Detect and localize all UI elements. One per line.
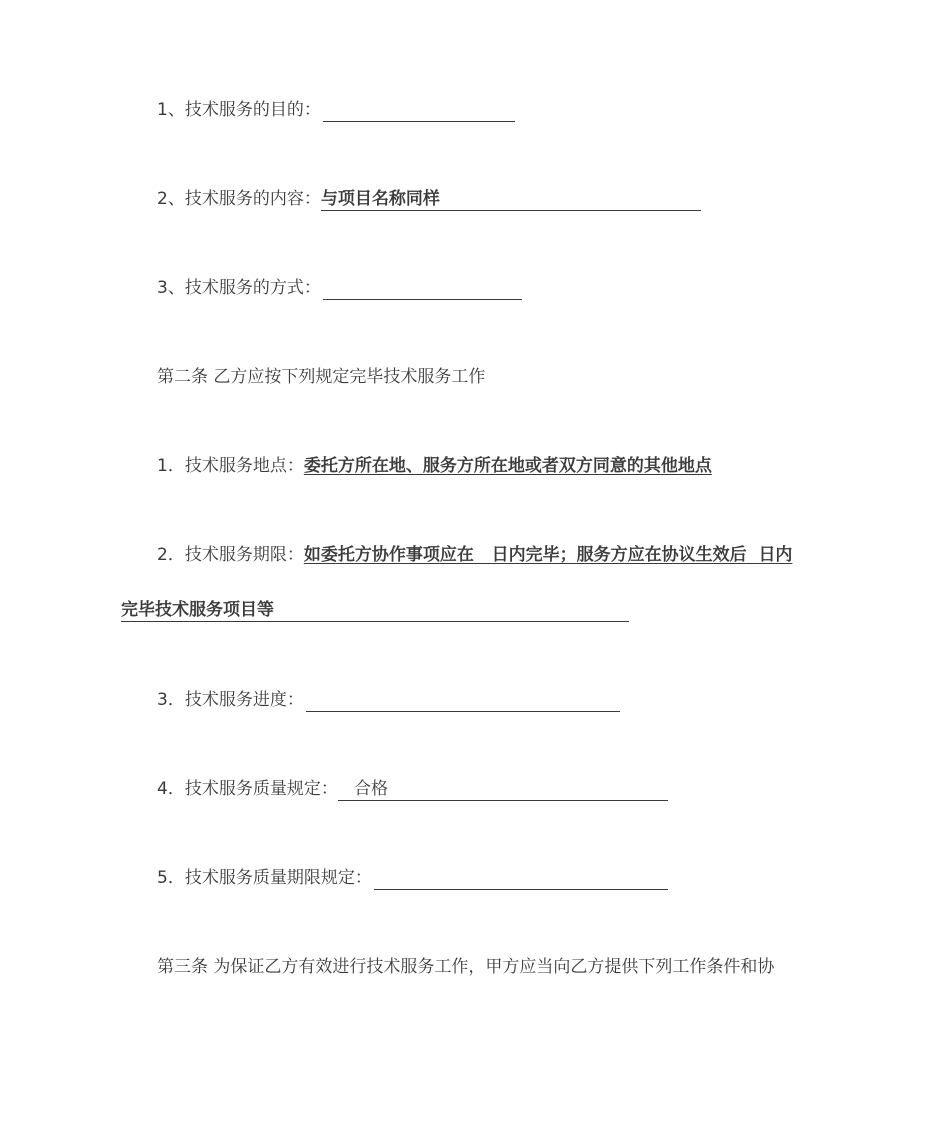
progress-label: 3．技术服务进度： — [157, 690, 304, 710]
progress-blank-field[interactable] — [306, 691, 620, 712]
term-continuation-value: 完毕技术服务项目等 — [121, 600, 274, 620]
location-label: 1．技术服务地点： — [157, 456, 304, 476]
clause3-heading-text: 第三条 为保证乙方有效进行技术服务工作，甲方应当向乙方提供下列工作条件和协 — [157, 957, 775, 977]
method-line — [157, 276, 522, 300]
term-value-c: 日内 — [758, 545, 793, 565]
purpose-blank-field[interactable] — [323, 101, 515, 122]
content-field[interactable] — [321, 188, 701, 211]
clause2-heading — [157, 365, 485, 389]
content-line — [157, 187, 701, 211]
location-value: 委托方所在地、服务方所在地或者双方同意的其他地点 — [303, 456, 712, 476]
quality-field[interactable] — [338, 778, 668, 801]
term-value-a: 如委托方协作事项应在 — [303, 545, 474, 565]
clause3-heading — [157, 955, 774, 979]
quality-term-line — [157, 866, 668, 890]
quality-line — [157, 777, 668, 801]
purpose-line — [157, 98, 515, 122]
quality-label: 4．技术服务质量规定： — [157, 779, 338, 799]
term-value-b: 日内完毕；服务方应在协议生效后 — [491, 545, 747, 565]
location-line — [157, 454, 712, 478]
term-gap-2 — [747, 545, 759, 565]
content-label: 2、技术服务的内容： — [157, 189, 321, 209]
term-continuation-line — [121, 598, 629, 622]
quality-term-blank-field[interactable] — [374, 869, 668, 890]
term-line — [157, 543, 792, 567]
method-blank-field[interactable] — [323, 279, 522, 300]
progress-line — [157, 688, 620, 712]
quality-term-label: 5．技术服务质量期限规定： — [157, 868, 372, 888]
purpose-label: 1、技术服务的目的： — [157, 100, 321, 120]
term-continuation-field[interactable] — [121, 599, 629, 622]
term-gap-1 — [474, 545, 492, 565]
clause2-heading-text: 第二条 乙方应按下列规定完毕技术服务工作 — [157, 367, 486, 387]
term-label: 2．技术服务期限： — [157, 545, 304, 565]
method-label: 3、技术服务的方式： — [157, 278, 321, 298]
content-value: 与项目名称同样 — [320, 189, 440, 209]
quality-value: 合格 — [354, 779, 389, 799]
